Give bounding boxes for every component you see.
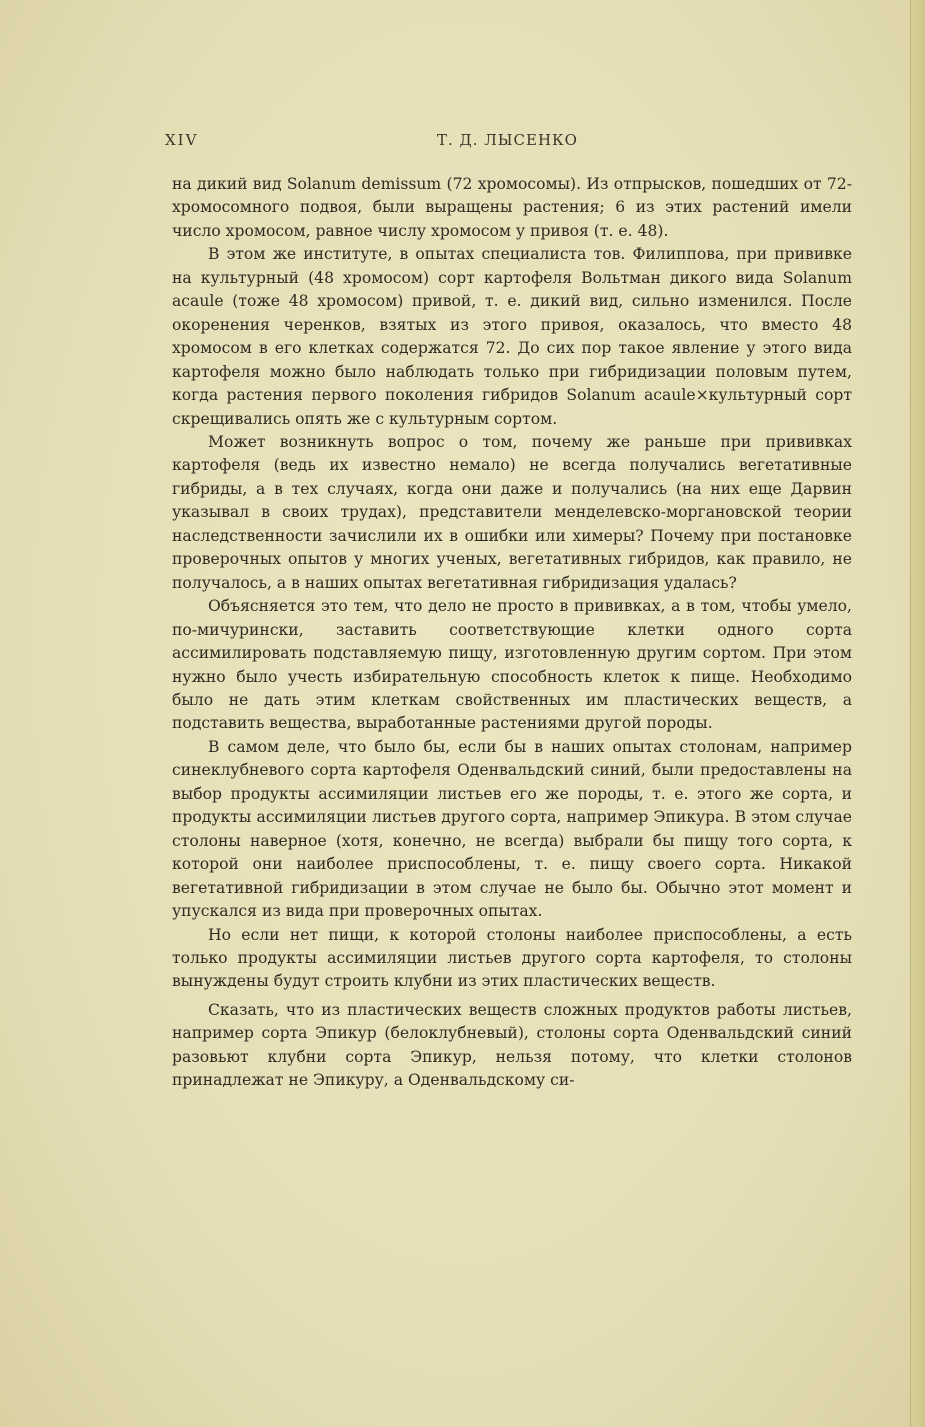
page-edge bbox=[910, 0, 925, 1427]
paragraph-1: на дикий вид Solanum demissum (72 хромосомы). Из отпрысков, пошедших от 72-хромосомного подвоя, были выращены растения; 6 из этих растений имели число хромосом, равное числу хромосом у привоя (т. е. 48). bbox=[172, 175, 852, 240]
body-text bbox=[172, 173, 852, 1093]
paragraph-5: В самом деле, что было бы, если бы в наших опытах столонам, например синеклубневого сорта картофеля Оденвальдский синий, были предоставлены на выбор продукты ассимиляции листьев его же породы, т. е. этого же сорта, и продукты ассимиляции листьев другого сорта, например Эпикура. В этом случае столоны наверное (хотя, конечно, не всегда) выбрали бы пищу того сорта, к которой они наиболее приспособлены, т. е. пищу своего сорта. Никакой вегетативной гибридизации в этом случае не было бы. Обычно этот момент и упускался из вида при проверочных опытах. bbox=[172, 737, 852, 921]
paragraph-2: В этом же институте, в опытах специалиста тов. Филиппова, при прививке на культурный (48 хромосом) сорт картофеля Вольтман дикого вида Solanum acaule (тоже 48 хромосом) привой, т. е. дикий вид, сильно изменился. После окоренения черенков, взятых из этого привоя, оказалось, что вместо 48 хромосом в его клетках содержатся 72. До сих пор такое явление у этого вида картофеля можно было наблюдать только при гибридизации половым путем, когда растения первого поколения гибридов Solanum acaule×культурный сорт скрещивались опять же с культурным сортом. bbox=[172, 245, 852, 428]
page-number: XIV bbox=[165, 131, 199, 149]
paragraph-7: Сказать, что из пластических веществ сложных продуктов работы листьев, например сорта Эпикур (белоклубневый), столоны сорта Оденвальдский синий разовьют клубни сорта Эпикур, нельзя потому, что клетки столонов принадлежат не Эпикуру, а Оденвальдскому си- bbox=[172, 1000, 852, 1090]
paragraph-6: Но если нет пищи, к которой столоны наиболее приспособлены, а есть только продукты ассимиляции листьев другого сорта картофеля, то столоны вынуждены будут строить клубни из этих пластических веществ. bbox=[172, 925, 852, 991]
paragraph-4: Объясняется это тем, что дело не просто в прививках, а в том, чтобы умело, по-мичурински, заставить соответствующие клетки одного сорта ассимилировать подставляемую пищу, изготовленную другим сортом. При этом нужно было учесть избирательную способность клеток к пище. Необходимо было не дать этим клеткам свойственных им пластических веществ, а подставить вещества, выработанные растениями другой породы. bbox=[172, 597, 852, 733]
running-head: Т. Д. ЛЫСЕНКО bbox=[437, 131, 578, 149]
paragraph-3: Может возникнуть вопрос о том, почему же раньше при прививках картофеля (ведь их известно немало) не всегда получались вегетативные гибриды, а в тех случаях, когда они даже и получались (на них еще Дарвин указывал в своих трудах), представители менделевско-моргановской теории наследственности зачислили их в ошибки или химеры? Почему при постановке проверочных опытов у многих ученых, вегетативных гибридов, как правило, не получалось, а в наших опытах вегетативная гибридизация удалась? bbox=[172, 432, 852, 592]
page-header bbox=[165, 131, 855, 155]
